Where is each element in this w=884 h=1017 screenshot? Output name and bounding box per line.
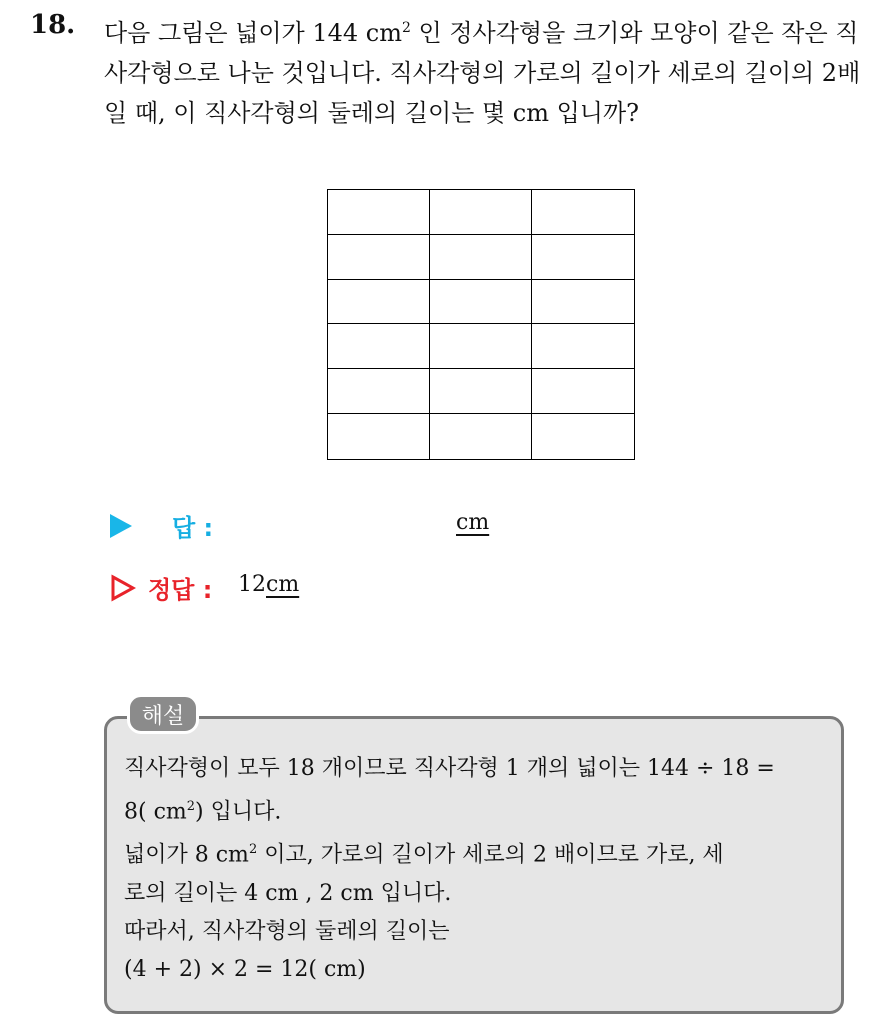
question-number: 18. xyxy=(30,10,76,40)
correct-answer-value xyxy=(238,572,299,597)
rectangle-grid-figure xyxy=(327,189,635,460)
answer-label: 답 : xyxy=(172,514,214,542)
grid-cell xyxy=(532,190,634,235)
explanation-tag: 해설 xyxy=(127,694,199,734)
explanation-text xyxy=(124,750,829,989)
grid-cell xyxy=(532,280,634,325)
explanation-line: 따라서, 직사각형의 둘레의 길이는 xyxy=(124,918,450,944)
answer-unit: cm xyxy=(456,510,490,535)
grid-cell xyxy=(430,324,532,369)
grid-cell xyxy=(328,190,430,235)
filled-triangle-icon xyxy=(110,514,132,538)
grid-cell xyxy=(328,414,430,459)
grid-cell xyxy=(532,414,634,459)
explanation-line: 로의 길이는 4 cm , 2 cm 입니다. xyxy=(124,880,452,906)
outline-triangle-icon xyxy=(110,574,136,602)
grid-cell xyxy=(532,324,634,369)
correct-answer-label: 정답 : xyxy=(148,576,213,604)
grid-cell xyxy=(430,190,532,235)
explanation-line xyxy=(124,788,829,831)
grid-cell xyxy=(430,280,532,325)
explanation-line: 직사각형이 모두 18 개이므로 직사각형 1 개의 넓이는 144 ÷ 18 = xyxy=(124,756,775,781)
grid-cell xyxy=(328,235,430,280)
grid-cell xyxy=(328,369,430,414)
explanation-line3-b: 이고, 가로의 길이가 세로의 2 배이므로 가로, 세 xyxy=(257,842,724,868)
correct-answer-unit: cm xyxy=(266,572,300,597)
grid-cell xyxy=(328,324,430,369)
explanation-line2-b: ) 입니다. xyxy=(195,799,282,825)
grid-cell xyxy=(532,235,634,280)
explanation-line2-a: 8( cm xyxy=(124,799,187,825)
grid-cell xyxy=(328,280,430,325)
explanation-line3-sup: 2 xyxy=(248,842,258,858)
explanation-line3-a: 넓이가 8 cm xyxy=(124,842,249,868)
explanation-line xyxy=(124,831,829,874)
grid-cell xyxy=(430,414,532,459)
grid-cell xyxy=(430,235,532,280)
explanation-line: (4 + 2) × 2 = 12( cm) xyxy=(124,956,366,982)
explanation-line2-sup: 2 xyxy=(186,799,196,814)
question-text-part1: 다음 그림은 넓이가 144 cm xyxy=(104,19,402,47)
grid-cell xyxy=(532,369,634,414)
question-text-part2: 인 정사각형을 크기와 모양이 같은 작은 직사각형으로 나눈 것입니다. 직사각형의 가로의 길이가 세로의 길이의 2배일 때, 이 직사각형의 둘레의 길이는 몇 cm 입니까? xyxy=(104,19,861,127)
grid-cell xyxy=(430,369,532,414)
correct-answer-number: 12 xyxy=(238,572,266,597)
question-superscript: 2 xyxy=(402,20,411,36)
question-text xyxy=(104,8,864,133)
